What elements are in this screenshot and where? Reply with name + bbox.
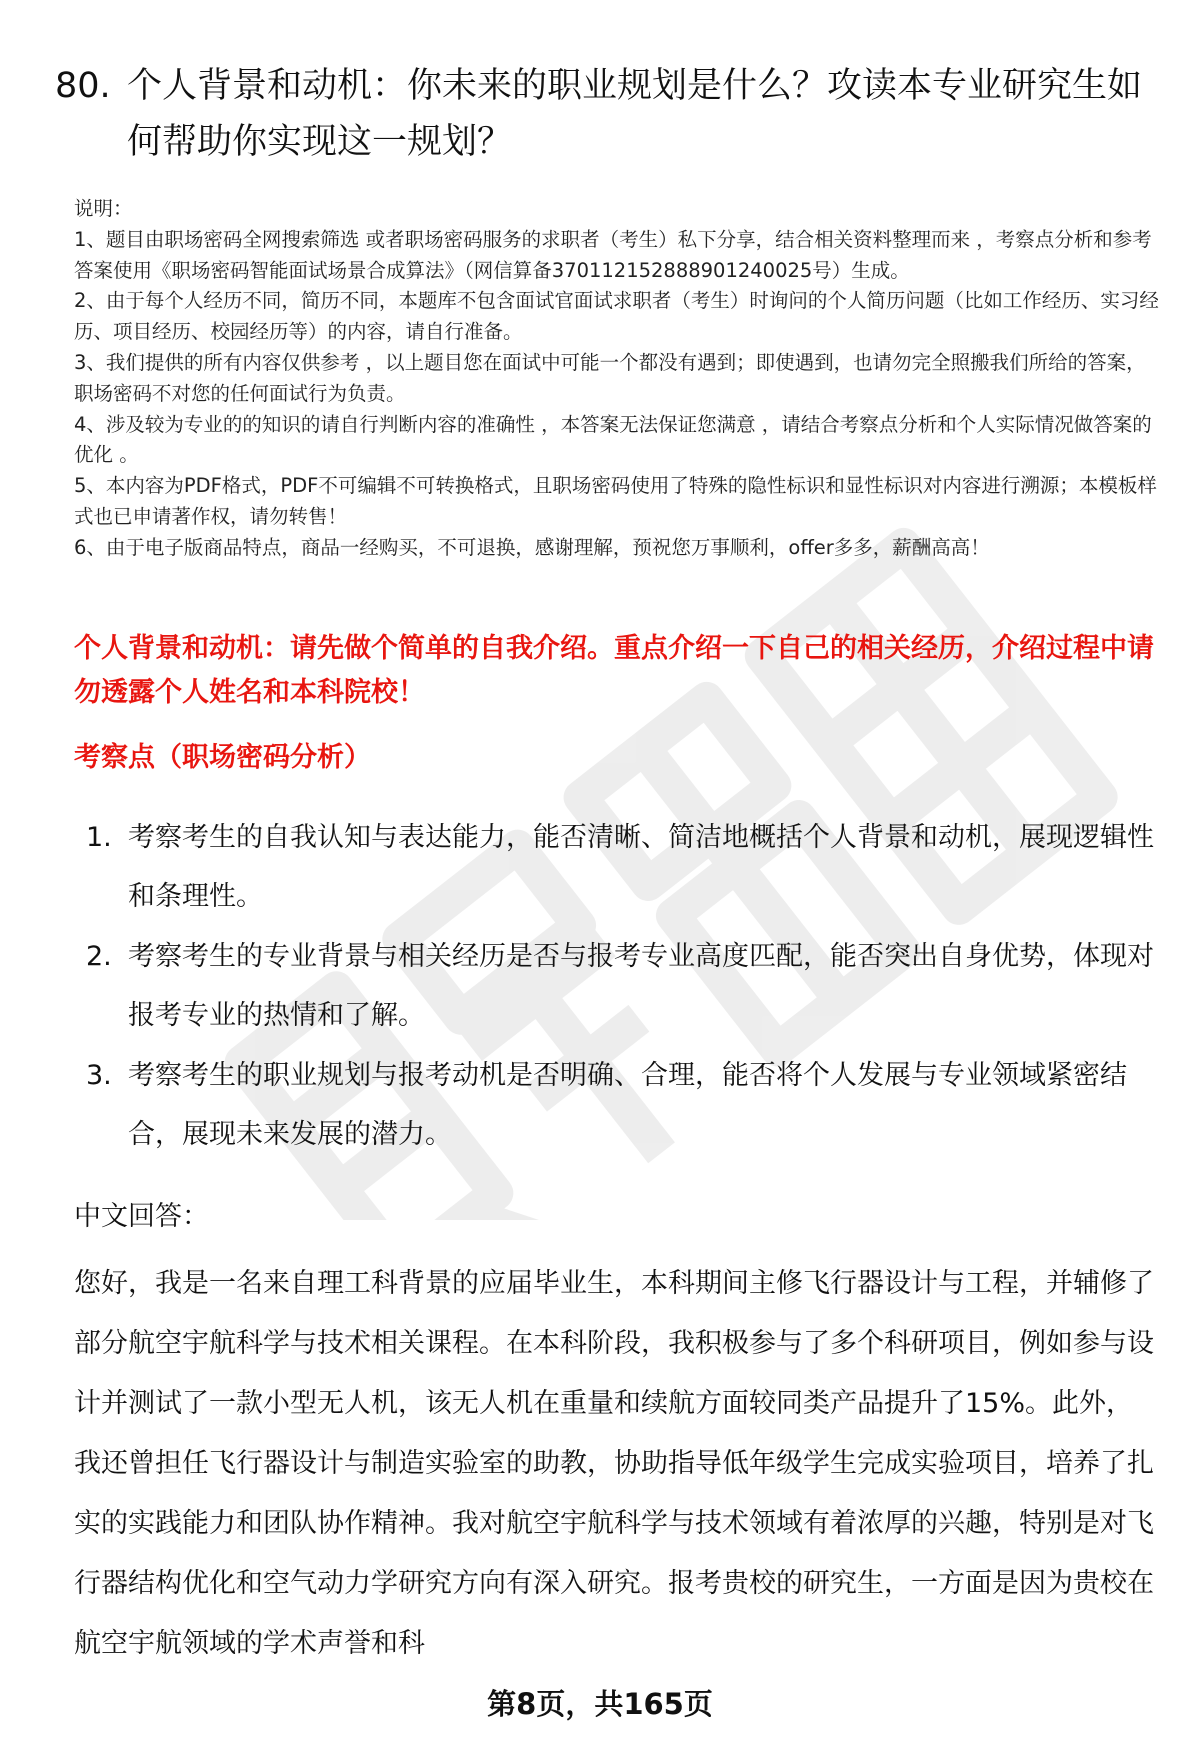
analysis-heading: 考察点（职场密码分析） — [74, 742, 371, 773]
notes-section — [74, 194, 1164, 564]
question-text: 个人背景和动机：你未来的职业规划是什么？攻读本专业研究生如何帮助你实现这一规划？ — [127, 66, 1143, 162]
interview-prompt-heading: 个人背景和动机：请先做个简单的自我介绍。重点介绍一下自己的相关经历，介绍过程中请勿透露个人姓名和本科院校！ — [74, 633, 1154, 708]
note-item: 1、题目由职场密码全网搜索筛选 或者职场密码服务的求职者（考生）私下分享，结合相关资料整理而来 ，考察点分析和参考答案使用《职场密码智能面试场景合成算法》（网信算备370112152888901240025号）生成。 — [74, 227, 1152, 282]
point-number: 3. — [86, 1060, 112, 1091]
note-item: 2、由于每个人经历不同，简历不同，本题库不包含面试官面试求职者（考生）时询问的个人简历问题（比如工作经历、实习经历、项目经历、校园经历等）的内容，请自行准备。 — [74, 289, 1159, 344]
answer-text: 您好，我是一名来自理工科背景的应届毕业生，本科期间主修飞行器设计与工程，并辅修了部分航空宇航科学与技术相关课程。在本科阶段，我积极参与了多个科研项目，例如参与设计并测试了一款小型无人机，该无人机在重量和续航方面较同类产品提升了15%。此外，我还曾担任飞行器设计与制造实验室的助教，协助指导低年级学生完成实验项目，培养了扎实的实践能力和团队协作精神。我对航空宇航科学与技术领域有着浓厚的兴趣，特别是对飞行器结构优化和空气动力学研究方向有深入研究。报考贵校的研究生，一方面是因为贵校在航空宇航领域的学术声誉和科 — [74, 1268, 1154, 1659]
point-number: 1. — [86, 822, 112, 853]
question-number: 80. — [55, 66, 111, 106]
analysis-point — [80, 808, 1160, 926]
point-text: 考察考生的自我认知与表达能力，能否清晰、简洁地概括个人背景和动机，展现逻辑性和条理性。 — [128, 822, 1154, 912]
answer-label: 中文回答： — [74, 1201, 209, 1232]
note-item: 3、我们提供的所有内容仅供参考 ，以上题目您在面试中可能一个都没有遇到；即使遇到，也请勿完全照搬我们所给的答案，职场密码不对您的任何面试行为负责。 — [74, 350, 1146, 405]
point-text: 考察考生的职业规划与报考动机是否明确、合理，能否将个人发展与专业领域紧密结合，展现未来发展的潜力。 — [128, 1060, 1127, 1150]
analysis-points-list — [80, 808, 1160, 1165]
point-number: 2. — [86, 941, 112, 972]
notes-heading: 说明： — [74, 197, 133, 220]
question-title — [55, 58, 1155, 170]
note-item: 4、涉及较为专业的的知识的请自行判断内容的准确性 ，本答案无法保证您满意 ，请结合考察点分析和个人实际情况做答案的优化 。 — [74, 412, 1152, 467]
note-item: 5、本内容为PDF格式，PDF不可编辑不可转换格式，且职场密码使用了特殊的隐性标识和显性标识对内容进行溯源；本模板样式也已申请著作权，请勿转售！ — [74, 474, 1157, 528]
note-item: 6、由于电子版商品特点，商品一经购买，不可退换，感谢理解，预祝您万事顺利，offer多多，薪酬高高！ — [74, 535, 990, 559]
point-text: 考察考生的专业背景与相关经历是否与报考专业高度匹配，能否突出自身优势，体现对报考专业的热情和了解。 — [128, 941, 1154, 1031]
analysis-point — [80, 1046, 1160, 1164]
analysis-point — [80, 927, 1160, 1045]
page-footer: 第8页，共165页 — [487, 1687, 713, 1721]
